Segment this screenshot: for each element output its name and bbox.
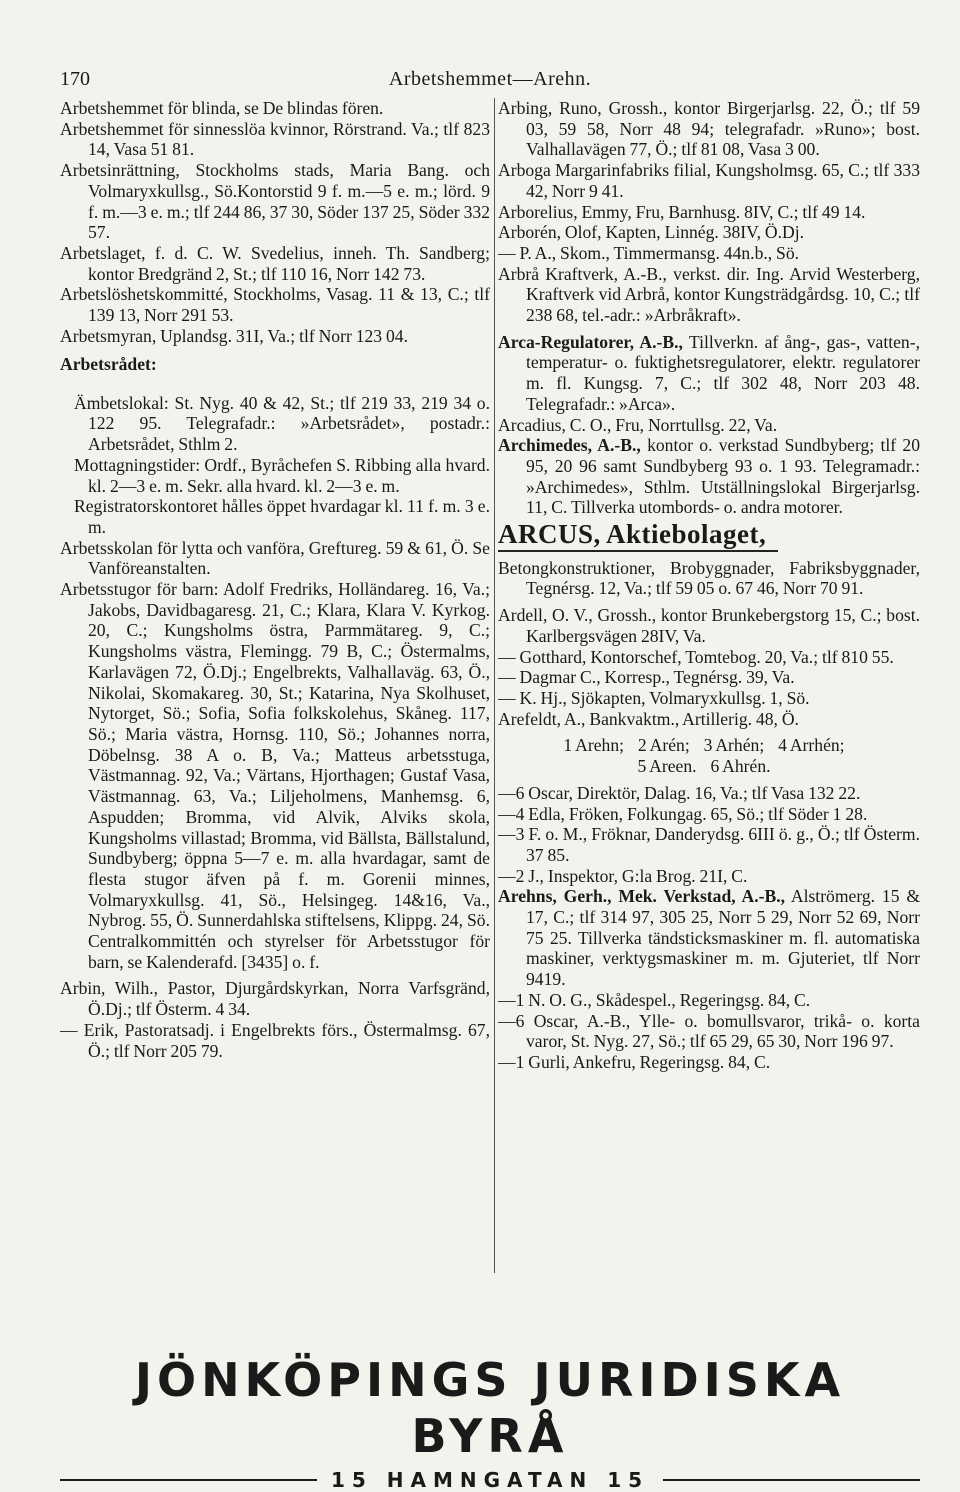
entry: Arbrå Kraftverk, A.-B., verkst. dir. Ing. Arvid Westerberg, Kraftverk vid Arbrå, kontor Kungsträdgårdsg. 10, C.; tlf 238 68, tel.-adr.: »Arbråkraft». — [498, 263, 920, 326]
arcus-rule — [498, 550, 778, 552]
ad-rule-left — [60, 1479, 317, 1481]
variant-item: 1 Arehn; — [563, 735, 625, 756]
archimedes-entry — [498, 435, 920, 518]
entry: —1 N. O. G., Skådespel., Regeringsg. 84, C. — [498, 989, 811, 1010]
entry: —2 J., Inspektor, G:la Brog. 21I, C. — [498, 865, 748, 886]
entry: Arborén, Olof, Kapten, Linnég. 38IV, Ö.Dj. — [498, 222, 804, 243]
arcus-text: Betongkonstruktioner, Brobyggnader, Fabriksbyggnader, Tegnérsg. 12, Va.; tlf 59 05 o. 67 46, Norr 70 91. — [498, 557, 920, 599]
right-column — [498, 98, 920, 1275]
entry: Arbetshemmet för blinda, se De blindas fören. — [60, 98, 384, 118]
entry: Arbetsinrättning, Stockholms stads, Maria Bang. och Volmaryxkullsg., Sö.Kontorstid 9 f. m.—5 e. m.; lörd. 9 f. m.—3 e. m.; tlf 244 86, 37 30, Söder 137 25, Söder 332 57. — [60, 160, 490, 243]
name-variant-note — [498, 735, 920, 776]
page-header — [60, 68, 920, 94]
entry: Arefeldt, A., Bankvaktm., Artillerig. 48, Ö. — [498, 708, 799, 729]
arbetsradet-entry: Mottagningstider: Ordf., Byråchefen S. Ribbing alla hvard. kl. 2—3 e. m. Sekr. alla hvard. kl. 2—3 e. m. — [74, 454, 490, 496]
running-head: Arbetshemmet—Arehn. — [388, 68, 592, 90]
arehns-text: Alströmerg. 15 & 17, C.; tlf 314 97, 305 25, Norr 5 29, Norr 52 69, Norr 75 25. Tillverka tändsticksmaskiner m. fl. automatiska maskiner, verktygsmaskiner m. m. Gjuteriet, tlf Norr 9419. — [526, 886, 920, 990]
ad-address: 15 HAMNGATAN 15 — [330, 1468, 650, 1492]
advertisement-banner — [60, 1352, 920, 1492]
arbetsradet-heading: Arbetsrådet: — [60, 354, 157, 375]
entry: Arbin, Wilh., Pastor, Djurgårdskyrkan, Norra Varfsgränd, Ö.Dj.; tlf Österm. 4 34. — [60, 978, 490, 1020]
entry: — Erik, Pastoratsadj. i Engelbrekts förs., Östermalmsg. 67, Ö.; tlf Norr 205 79. — [60, 1019, 490, 1061]
variant-item: 5 Areen. — [637, 756, 697, 777]
arca-entry — [498, 332, 920, 415]
arcus-heading-line — [498, 519, 920, 550]
arca-name: Arca-Regulatorer, A.-B., — [498, 331, 683, 352]
entry: — Dagmar C., Korresp., Tegnérsg. 39, Va. — [498, 667, 795, 688]
entry: Arborelius, Emmy, Fru, Barnhusg. 8IV, C.; tlf 49 14. — [498, 201, 866, 222]
entry: Arbetsmyran, Uplandsg. 31I, Va.; tlf Norr 123 04. — [60, 325, 408, 346]
ad-rule-right — [663, 1479, 920, 1481]
variant-item: 3 Arhén; — [703, 735, 765, 756]
entry: Arbing, Runo, Grossh., kontor Birgerjarlsg. 22, Ö.; tlf 59 03, 59 58, Norr 48 94; telegrafadr. »Runo»; bost. Valhallavägen 77, Ö.; tlf 81 08, Vasa 3 00. — [498, 98, 920, 160]
arehns-entry — [498, 886, 920, 990]
arehns-name: Arehns, Gerh., Mek. Verkstad, A.-B., — [498, 886, 785, 907]
entry: —6 Oscar, Direktör, Dalag. 16, Va.; tlf Vasa 132 22. — [498, 782, 861, 803]
archimedes-text: kontor o. verkstad Sundbyberg; tlf 20 95, 20 96 samt Sundbyberg 93 o. 1 93. Telegramadr.: »Archimedes», Sthlm. Utställningslokal Birgerjarlsg. 11, C. Tillverka utombords- o. andra motorer. — [526, 435, 920, 518]
variant-item: 4 Arrhén; — [778, 735, 845, 756]
ad-address-line — [60, 1468, 920, 1492]
entry: Arbetsstugor för barn: Adolf Fredriks, Holländareg. 16, Va.; Jakobs, Davidbagaresg. 21, C.; Klara, Klara V. Kyrkog. 20, C.; Kungsholms östra, Parmmätareg. 9, C.; Kungsholms västra, Flemingg. 79 B, C.; Östermalms, Karlavägen 72, Ö.Dj.; Engelbrekts, Valhallaväg. 63, Ö., Nikolai, Skomakareg. 30, St.; Katarina, Nya Skolhuset, Nytorget, Sö.; Sofia, Sofia folkskolehus, Skåneg. 117, Sö.; Maria västra, Hornsg. 110, Sö.; Johannes norra, Döbelnsg. 38 A o. B, Va.; Matteus arbetsstuga, Västmannag. 92, Va.; Värtans, Hjorthagen; Gustaf Vasa, Västmannag. 63, Va.; Liljeholmens, Manhemsg. 6, Aspudden; Bromma, vid Alvik, Alviks skola, Kungsholms villastad; Bromma, vid Bällsta, Bällstalund, Sundbyberg; öppna 5—7 e. m. alla hvardagar, samt de flesta stugor äfven på f. m. Gorenii minnes, Volmaryxkullsg. 41, Sö., Helsingeg. 14&16, Va., Nybrog. 55, Ö. Sunnerdahlska stiftelsens, Klippg. 24, Sö. Centralkommittén och styrelser för Arbetsstugor för barn, se Kalenderafd. [3435] o. f. — [60, 579, 490, 972]
entry: Arboga Margarinfabriks filial, Kungsholmsg. 65, C.; tlf 333 42, Norr 9 41. — [498, 160, 920, 201]
entry: —6 Oscar, A.-B., Ylle- o. bomullsvaror, trikå- o. korta varor, St. Nyg. 27, Sö.; tlf 65 29, 65 30, Norr 196 97. — [498, 1010, 920, 1052]
entry: — P. A., Skom., Timmermansg. 44n.b., Sö. — [498, 242, 800, 263]
arcus-name: ARCUS, Aktiebolaget, — [498, 519, 767, 550]
entry: Arbetslöshetskommitté, Stockholms, Vasag. 11 & 13, C.; tlf 139 13, Norr 291 53. — [60, 284, 490, 326]
page-number: 170 — [60, 68, 90, 90]
arca-text: Tillverkn. af ång-, gas-, vatten-, temperatur- o. fuktighetsregulatorer, elektr. regulatorer m. fl. Kungsg. 7, C.; tlf 302 48, Norr 203 48. Telegrafadr.: »Arca». — [526, 331, 920, 414]
ad-title: JÖNKÖPINGS JURIDISKA BYRÅ — [134, 1353, 846, 1463]
arbetsradet-entry: Ämbetslokal: St. Nyg. 40 & 42, St.; tlf 219 33, 219 34 o. 122 95. Telegrafadr.: »Arbetsrådet», postadr.: Arbetsrådet, Sthlm 2. — [74, 392, 490, 455]
archimedes-name: Archimedes, A.-B., — [498, 435, 641, 456]
left-column — [60, 98, 490, 1275]
entry: —4 Edla, Fröken, Folkungag. 65, Sö.; tlf Söder 1 28. — [498, 803, 868, 824]
entry: Arcadius, C. O., Fru, Norrtullsg. 22, Va. — [498, 414, 778, 435]
entry: Ardell, O. V., Grossh., kontor Brunkebergstorg 15, C.; bost. Karlbergsvägen 28IV, Va. — [498, 605, 920, 646]
arbetsradet-entry: Registratorskontoret hålles öppet hvardagar kl. 11 f. m. 3 e. m. — [74, 496, 490, 537]
column-divider — [494, 98, 495, 1273]
variant-item: 2 Arén; — [637, 735, 690, 756]
entry: — K. Hj., Sjökapten, Volmaryxkullsg. 1, Sö. — [498, 687, 810, 708]
entry: Arbetsskolan för lytta och vanföra, Greftureg. 59 & 61, Ö. Se Vanföreanstalten. — [60, 537, 490, 579]
variant-item: 6 Ahrén. — [710, 756, 771, 777]
entry: — Gotthard, Kontorschef, Tomtebog. 20, Va.; tlf 810 55. — [498, 646, 894, 667]
entry: —3 F. o. M., Fröknar, Danderydsg. 6III ö. g., Ö.; tlf Österm. 37 85. — [498, 824, 920, 865]
entry: Arbetshemmet för sinnesslöa kvinnor, Rörstrand. Va.; tlf 823 14, Vasa 51 81. — [60, 118, 490, 160]
entry: —1 Gurli, Ankefru, Regeringsg. 84, C. — [498, 1051, 771, 1072]
entry: Arbetslaget, f. d. C. W. Svedelius, inneh. Th. Sandberg; kontor Bredgränd 2, St.; tlf 110 16, Norr 142 73. — [60, 242, 490, 284]
